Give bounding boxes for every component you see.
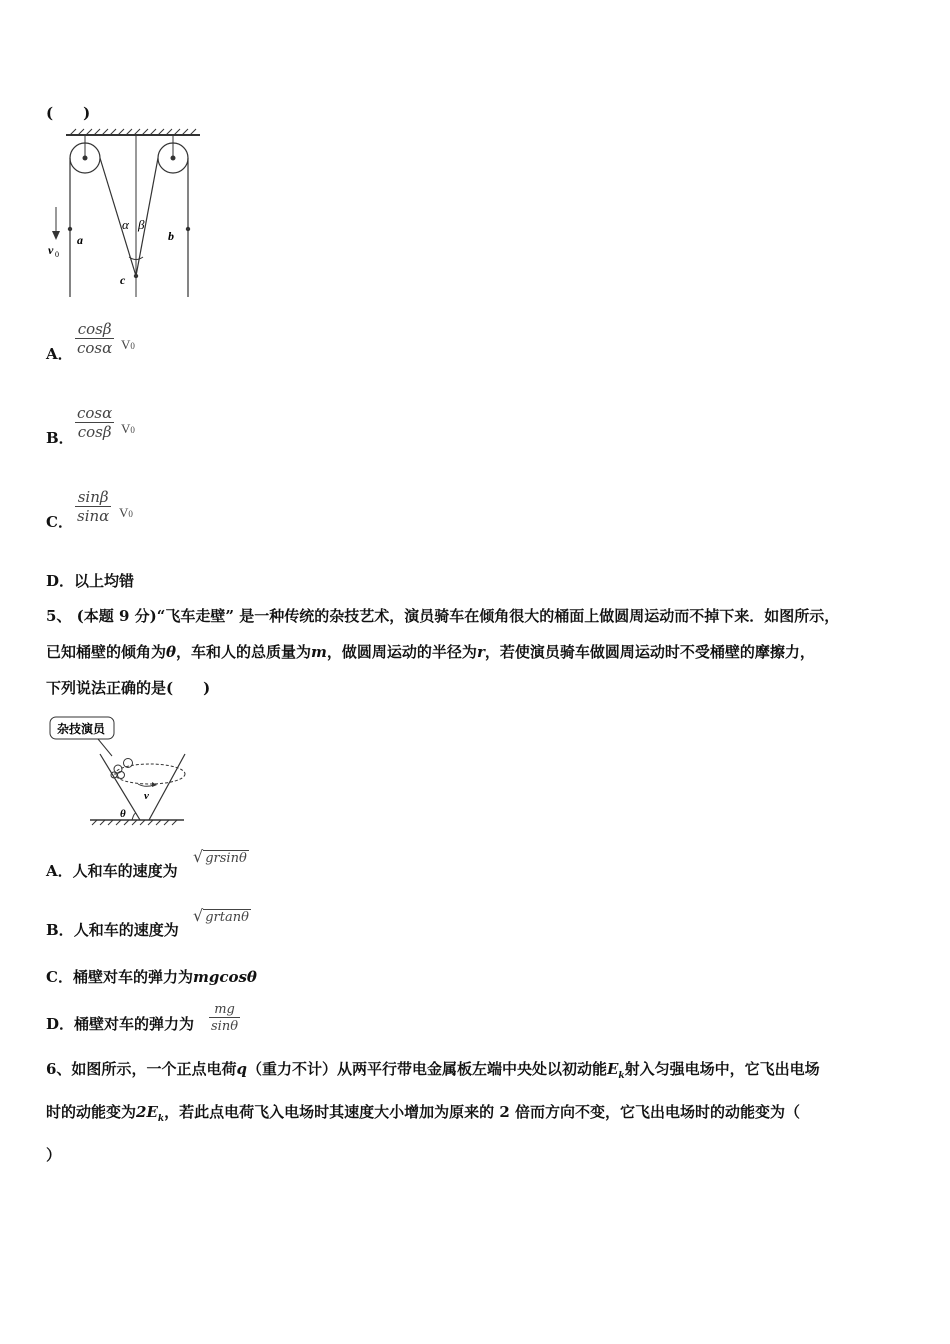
label-beta: β xyxy=(138,217,145,232)
q6-stem: 6、如图所示，一个正点电荷q（重力不计）从两平行带电金属板左端中央处以初动能$E_k$射入匀强电场中，它飞出电场 时的动能变为$2E_k$，若此点电荷飞入电场时其速度大小增加为原来的 2 倍而方向不变，它飞出电场时的动能变为（ ） xyxy=(46,1060,820,1164)
q4-option-d[interactable]: D．以上均错 xyxy=(46,572,135,590)
q5-option-c[interactable]: C．桶壁对车的弹力为mgcosθ xyxy=(46,968,257,986)
q5-stem: 5、 (本题 9 分)“飞车走壁” 是一种传统的杂技艺术，演员骑车在倾角很大的桶面上做圆周运动而不掉下来．如图所示， 已知桶壁的倾角为θ，车和人的总质量为m，做圆周运动的半径为r，若使演员骑车做圆周运动时不受桶壁的摩擦力， 下列说法正确的是( ) xyxy=(46,607,840,697)
q4-pulley-figure xyxy=(40,125,210,305)
fraction: $\frac{\cos\beta}{\cos\alpha}$ xyxy=(77,320,113,357)
label-alpha: α xyxy=(122,217,129,232)
q5-bucket-figure xyxy=(48,712,193,827)
label-b: b xyxy=(168,229,174,243)
label-v0-sub: 0 xyxy=(55,250,59,259)
sqrt-expression: √ grsinθ xyxy=(193,847,247,866)
label-v: v xyxy=(144,790,149,802)
label-v0: v xyxy=(48,243,54,257)
callout-label: 杂技演员 xyxy=(57,722,106,736)
q4-answer-bracket: ( ) xyxy=(46,104,91,122)
option-letter: B． xyxy=(46,429,74,447)
label-c: c xyxy=(120,273,126,287)
fraction: $\frac{mg}{\sin\theta}$ xyxy=(211,1002,239,1034)
option-letter: C． xyxy=(46,513,73,531)
option-letter: A． xyxy=(46,345,73,363)
fraction: $\frac{\sin\beta}{\sin\alpha}$ xyxy=(77,488,110,525)
label-theta: θ xyxy=(120,808,126,820)
label-a: a xyxy=(77,233,83,247)
sqrt-expression: √ grtanθ xyxy=(193,906,249,925)
fraction: $\frac{\cos\alpha}{\cos\beta}$ xyxy=(77,404,113,441)
